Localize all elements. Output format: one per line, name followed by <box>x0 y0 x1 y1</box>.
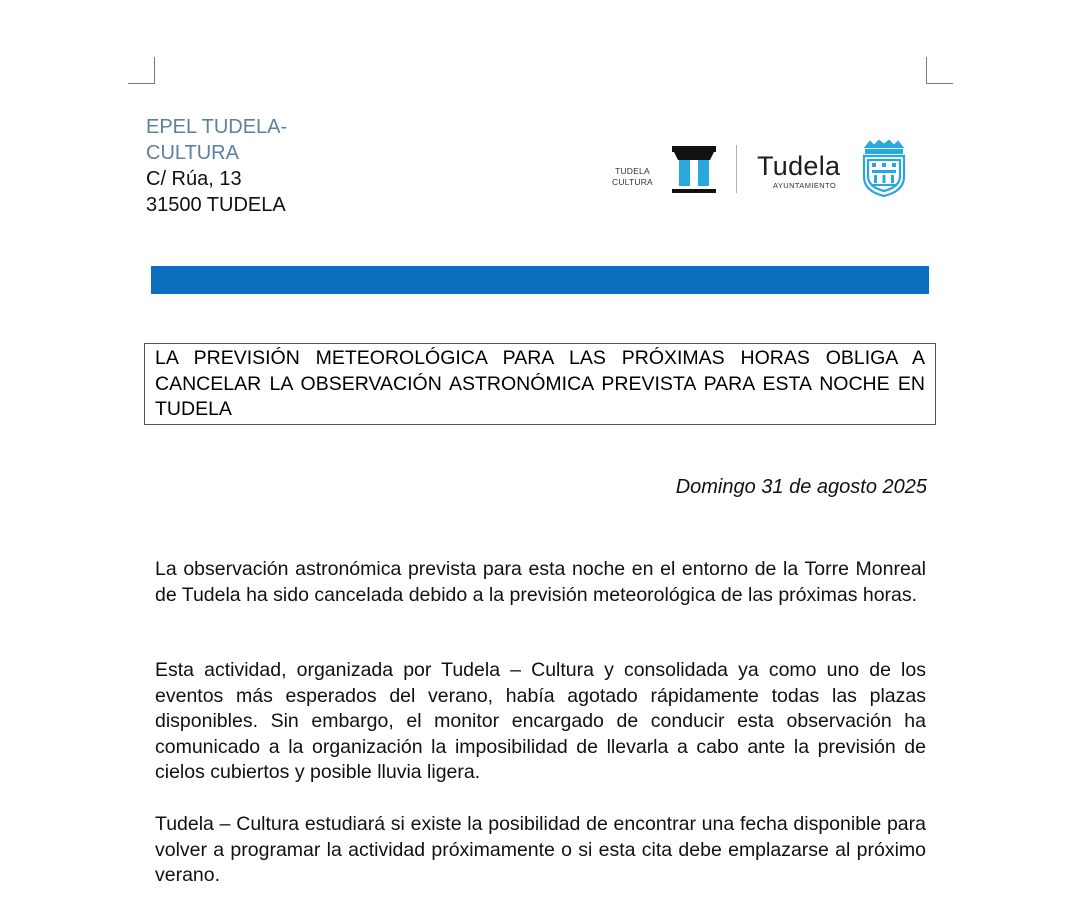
body-paragraph-3: Tudela – Cultura estudiará si existe la posibilidad de encontrar una fecha disponible para volver a programar la actividad próximamente o si esta cita debe emplazarse al próximo verano. <box>155 813 926 887</box>
tudela-cultura-logo-text <box>612 166 653 188</box>
release-date: Domingo 31 de agosto 2025 <box>675 476 927 498</box>
ayuntamiento-tudela-logo-word: Tudela <box>757 151 841 181</box>
press-release-headline: LA PREVISIÓN METEOROLÓGICA PARA LAS PRÓXIMAS HORAS OBLIGA A CANCELAR LA OBSERVACIÓN ASTRONÓMICA PREVISTA PARA ESTA NOCHE EN TUDELA <box>144 343 936 425</box>
tudela-cultura-logo-line-2: CULTURA <box>612 177 653 187</box>
crop-mark-left <box>128 57 155 84</box>
city-crest-icon <box>860 139 908 199</box>
tudela-cultura-column-icon <box>670 146 718 194</box>
sender-org-line-1: EPEL TUDELA- <box>146 116 288 138</box>
logo-divider <box>736 145 737 193</box>
sender-org-line-2: CULTURA <box>146 142 239 164</box>
sender-block <box>146 114 287 218</box>
crop-mark-right <box>926 57 953 84</box>
header-accent-bar <box>151 266 929 294</box>
sender-address-line-2: 31500 TUDELA <box>146 194 286 216</box>
sender-address-line-1: C/ Rúa, 13 <box>146 168 242 190</box>
logo-group <box>612 138 908 200</box>
body-paragraph-2: Esta actividad, organizada por Tudela – Cultura y consolidada ya como uno de los eventos más esperados del verano, había agotado rápidamente todas las plazas disponibles. Sin embargo, el monitor encargado de conducir esta observación ha comunicado a la organización la imposibilidad de llevarla a cabo ante la previsión de cielos cubiertos y posible lluvia ligera. <box>155 659 926 784</box>
body-paragraph-1: La observación astronómica prevista para esta noche en el entorno de la Torre Monreal de Tudela ha sido cancelada debido a la previsión meteorológica de las próximas horas. <box>155 558 926 606</box>
ayuntamiento-logo-subtitle: AYUNTAMIENTO <box>773 181 837 190</box>
tudela-cultura-logo-line-1: TUDELA <box>615 166 650 176</box>
